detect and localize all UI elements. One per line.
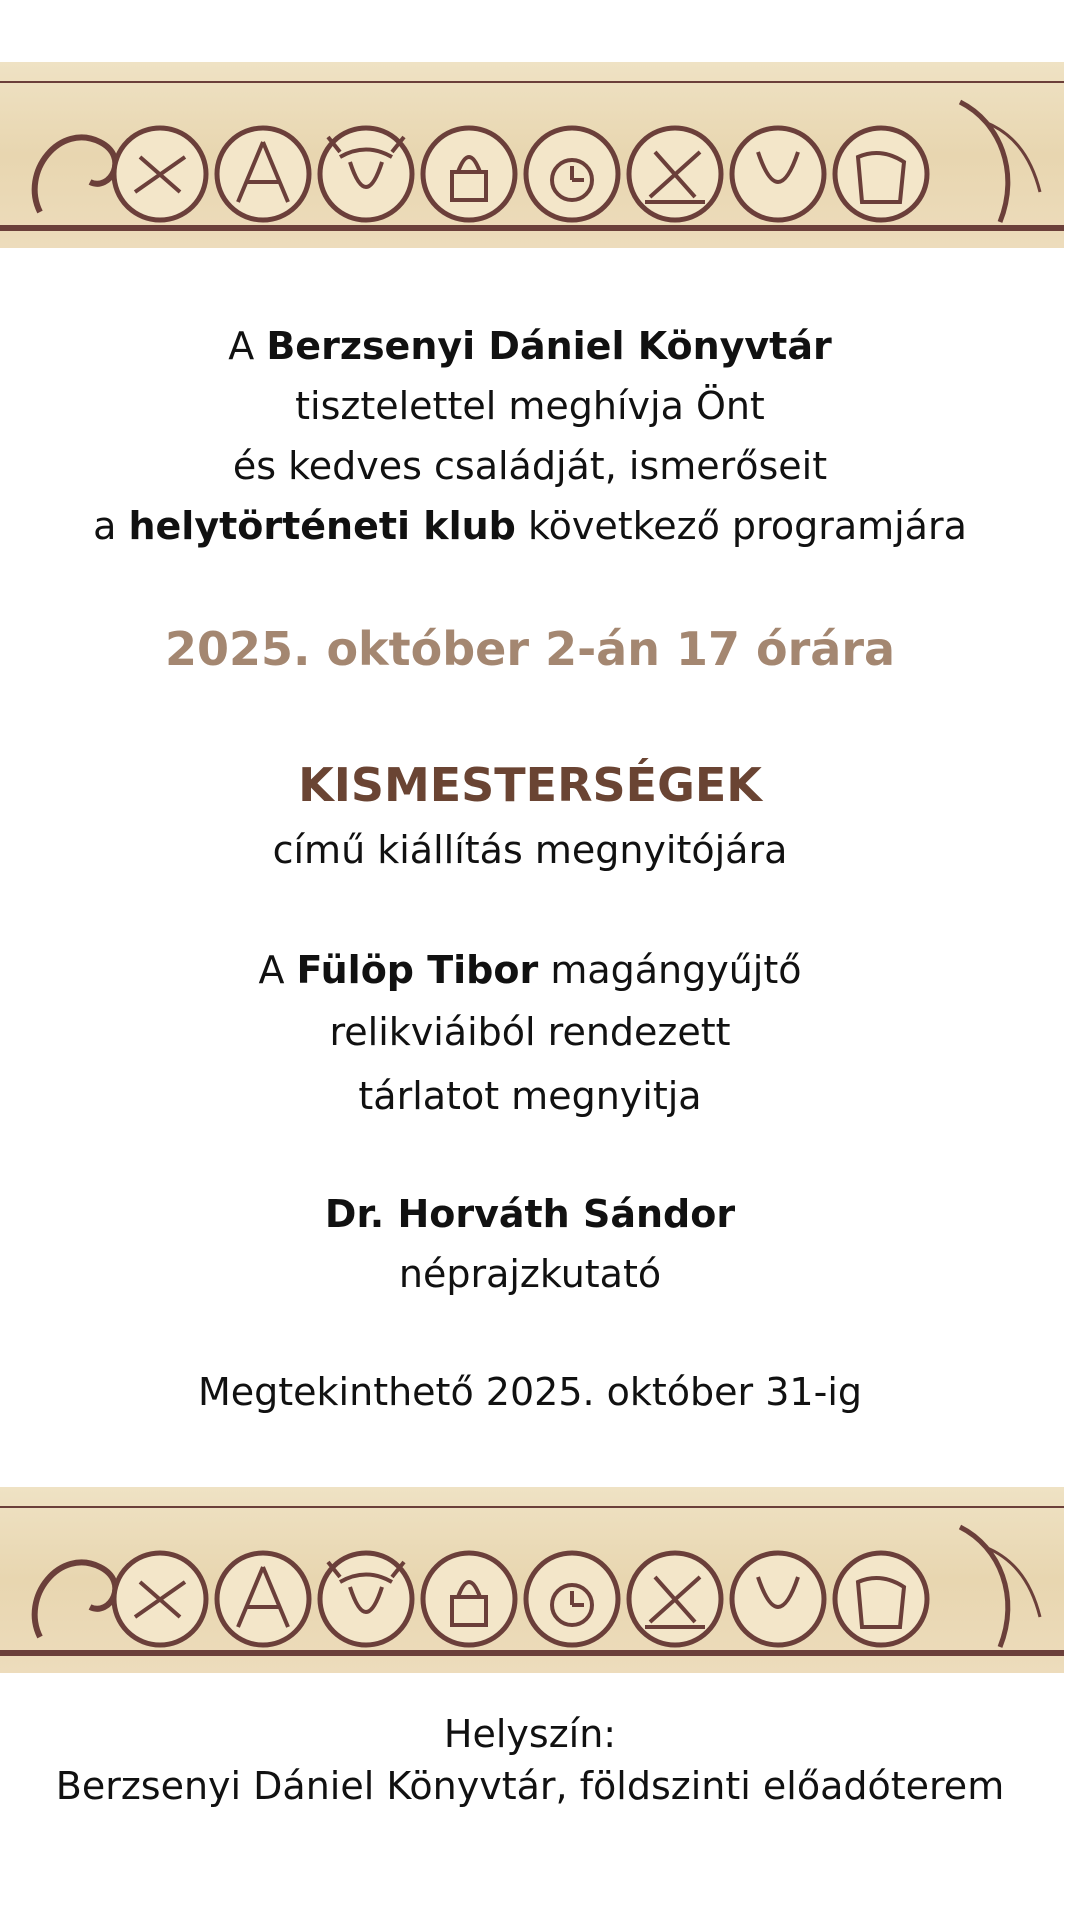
banner-ornament bbox=[0, 62, 1064, 248]
viewable-until: Megtekinthető 2025. október 31-ig bbox=[197, 1370, 863, 1414]
saddle-icon bbox=[835, 128, 927, 220]
horseshoe-icon bbox=[732, 128, 824, 220]
invite-line-4: a helytörténeti klub következő programjára bbox=[93, 504, 967, 548]
banner-ornament bbox=[0, 1487, 1064, 1673]
collector-name: Fülöp Tibor bbox=[296, 948, 539, 992]
invite-line-2: tisztelettel meghívja Önt bbox=[295, 384, 765, 428]
speaker-name: Dr. Horváth Sándor bbox=[324, 1192, 736, 1236]
speaker-info bbox=[0, 1184, 1060, 1304]
speaker-role: néprajzkutató bbox=[398, 1252, 662, 1296]
collector-line-1: A Fülöp Tibor magángyűjtő bbox=[258, 948, 802, 992]
decorative-banner-top bbox=[0, 62, 1064, 248]
club-name: helytörténeti klub bbox=[128, 504, 516, 548]
collector-line-2: relikviáiból rendezett bbox=[329, 1010, 731, 1054]
collector-text bbox=[0, 940, 1060, 1128]
invite-line-3: és kedves családját, ismerőseit bbox=[232, 444, 828, 488]
exhibition-title: KISMESTERSÉGEK bbox=[298, 758, 762, 812]
invitation-text bbox=[0, 316, 1060, 556]
exhibition-subtitle: című kiállítás megnyitójára bbox=[272, 828, 788, 872]
event-date-time: 2025. október 2-án 17 órára bbox=[164, 622, 896, 676]
compass-icon bbox=[217, 1553, 309, 1645]
location-info bbox=[0, 1708, 1060, 1812]
invite-line-1: A Berzsenyi Dániel Könyvtár bbox=[228, 324, 832, 368]
collector-line-3: tárlatot megnyitja bbox=[358, 1074, 702, 1118]
horseshoe-icon bbox=[732, 1553, 824, 1645]
location-place: Berzsenyi Dániel Könyvtár, földszinti előadóterem bbox=[55, 1764, 1005, 1808]
library-name: Berzsenyi Dániel Könyvtár bbox=[266, 324, 832, 368]
decorative-banner-bottom bbox=[0, 1487, 1064, 1673]
location-label: Helyszín: bbox=[443, 1712, 617, 1756]
compass-icon bbox=[217, 128, 309, 220]
saddle-icon bbox=[835, 1553, 927, 1645]
